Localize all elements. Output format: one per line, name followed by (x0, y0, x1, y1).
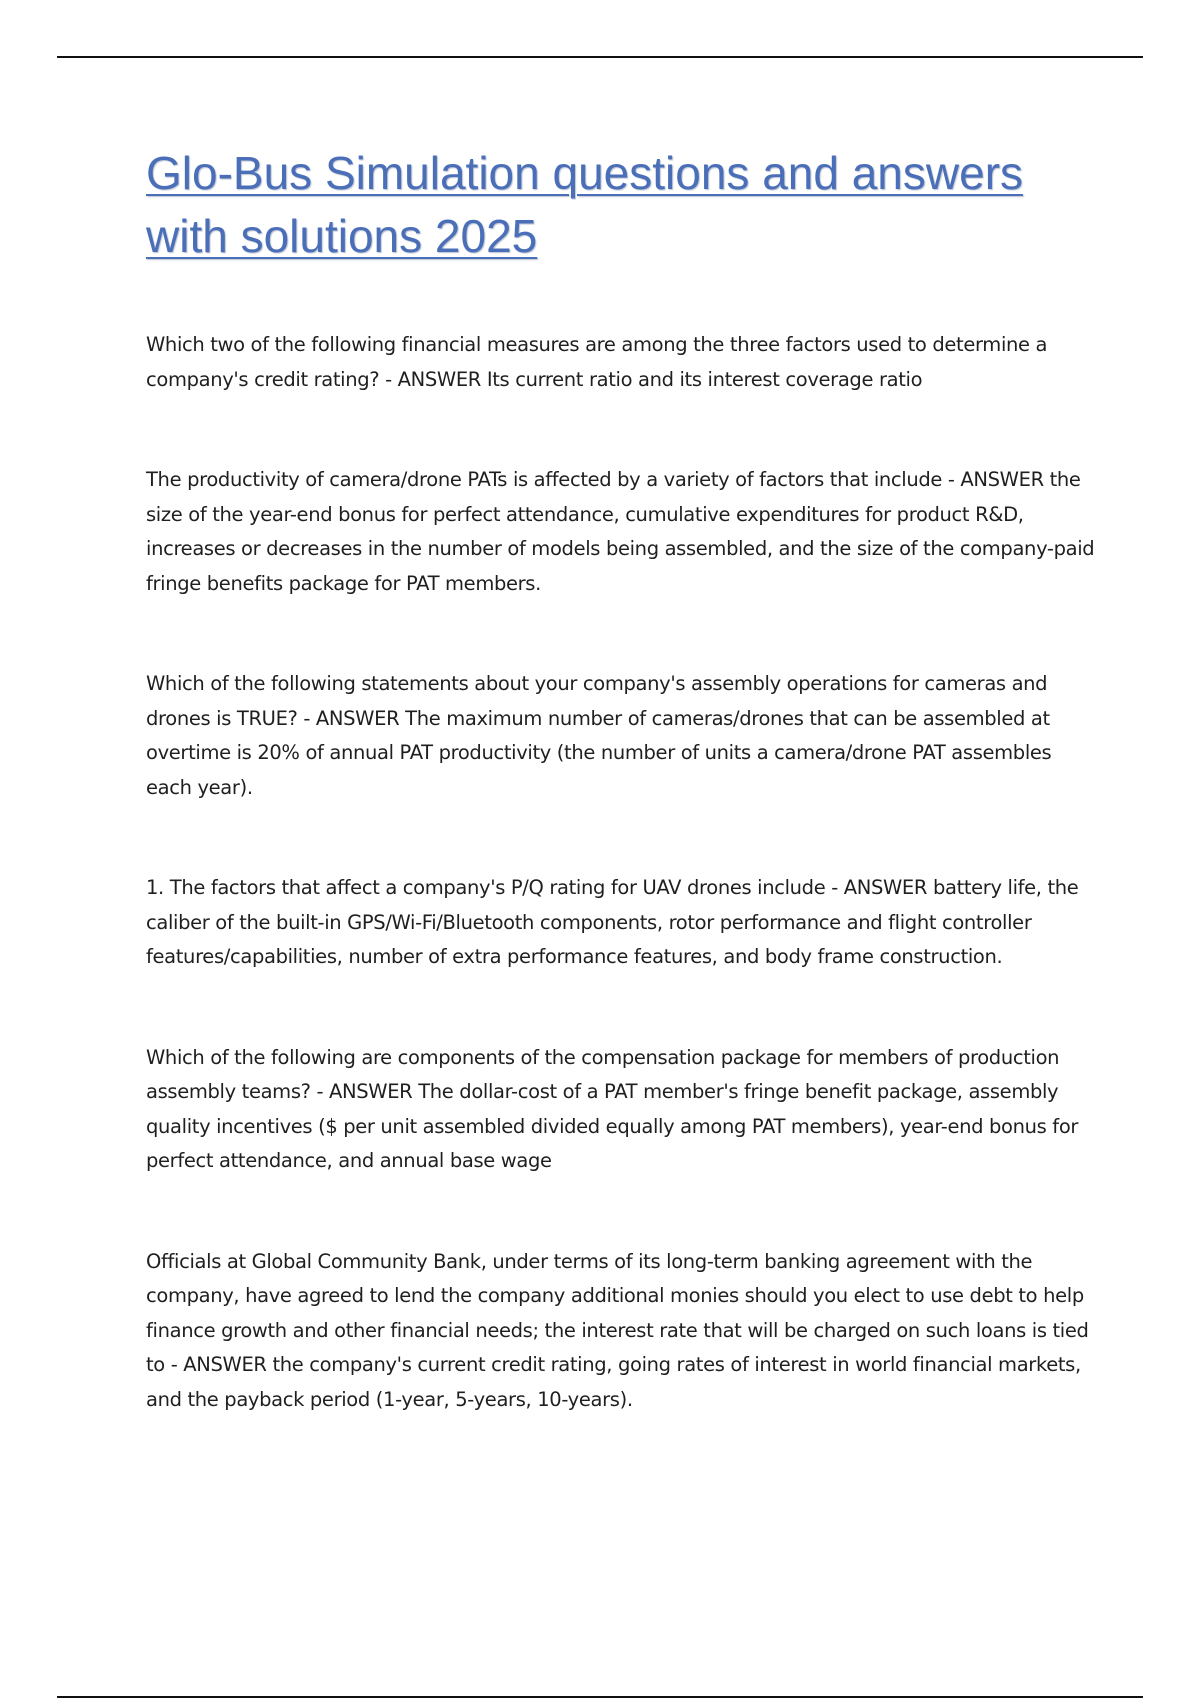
document-body (146, 142, 1096, 1483)
document-title[interactable]: Glo-Bus Simulation questions and answers with solutions 2025 (146, 147, 1024, 262)
bottom-rule (57, 1696, 1143, 1698)
qa-entry-bank-interest-rate: Officials at Global Community Bank, under terms of its long-term banking agreement with the company, have agreed to lend the company additional monies should you elect to use debt to help finance growth and other financial needs; the interest rate that will be charged on such loans is tied to - ANSWER the company's current credit rating, going rates of interest in world financial markets, and the payback period (1-year, 5-years, 10-years). (146, 1249, 1089, 1411)
top-rule (57, 56, 1143, 58)
qa-entry-pq-rating-drones: 1. The factors that affect a company's P/Q rating for UAV drones include - ANSWER battery life, the caliber of the built-in GPS/Wi-Fi/Bluetooth components, rotor performance and flight controller features/capabilities, number of extra performance features, and body frame construction. (146, 876, 1079, 968)
qa-entry-compensation-package: Which of the following are components of the compensation package for members of production assembly teams? - ANSWER The dollar-cost of a PAT member's fringe benefit package, assembly quality incentives ($ per unit assembled divided equally among PAT members), year-end bonus for perfect attendance, and annual base wage (146, 1045, 1079, 1172)
qa-entry-credit-rating: Which two of the following financial measures are among the three factors used to determine a company's credit rating? - ANSWER Its current ratio and its interest coverage ratio (146, 333, 1048, 391)
qa-entry-assembly-operations: Which of the following statements about your company's assembly operations for cameras and drones is TRUE? - ANSWER The maximum number of cameras/drones that can be assembled at overtime is 20% of annual PAT productivity (the number of units a camera/drone PAT assembles each year). (146, 672, 1052, 799)
qa-entry-pat-productivity: The productivity of camera/drone PATs is affected by a variety of factors that include - ANSWER the size of the year-end bonus for perfect attendance, cumulative expenditures for product R&D, increases or decreases in the number of models being assembled, and the size of the company-paid fringe benefits package for PAT members. (146, 468, 1095, 595)
